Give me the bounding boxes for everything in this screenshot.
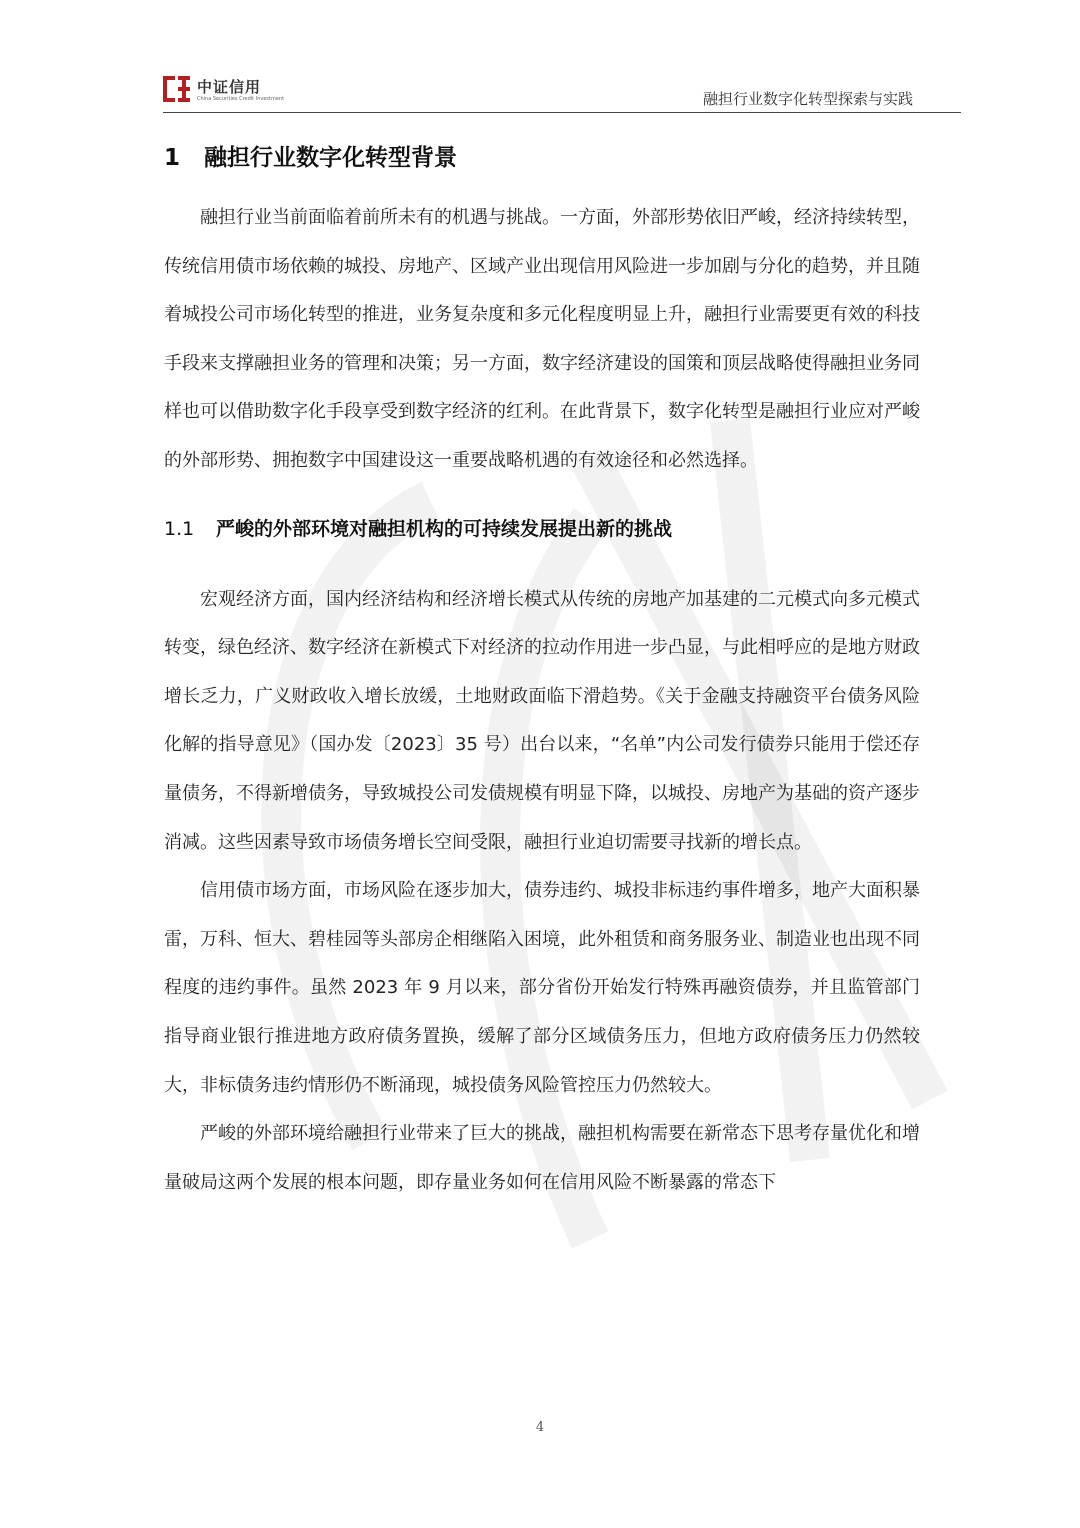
logo-text-en: China Securities Credit Investment [197,96,285,102]
logo-mark-icon [163,74,191,104]
page-number: 4 [535,1420,545,1435]
document-title: 融担行业数字化转型探索与实践 [702,90,913,108]
subsection-heading [164,512,920,546]
section-number: 1 [164,145,181,171]
body-paragraph: 信用债市场方面，市场风险在逐步加大，债券违约、城投非标违约事件增多，地产大面积暴雷，万科、恒大、碧桂园等头部房企相继陷入困境，此外租赁和商务服务业、制造业也出现不同程度的违约事件。虽然 2023 年 9 月以来，部分省份开始发行特殊再融资债券，并且监管部门指导商业银行推进地方政府债务置换，缓解了部分区域债务压力，但地方政府债务压力仍然较大，非标债务违约情形仍不断涌现，城投债务风险管控压力仍然较大。 [164,880,920,1096]
body-paragraph: 宏观经济方面，国内经济结构和经济增长模式从传统的房地产加基建的二元模式向多元模式转变，绿色经济、数字经济在新模式下对经济的拉动作用进一步凸显，与此相呼应的是地方财政增长乏力，广义财政收入增长放缓，土地财政面临下滑趋势。《关于金融支持融资平台债务风险化解的指导意见》（国办发〔2023〕35 号）出台以来，“名单”内公司发行债券只能用于偿还存量债务，不得新增债务，导致城投公司发债规模有明显下降，以城投、房地产为基础的资产逐步消减。这些因素导致市场债务增长空间受限，融担行业迫切需要寻找新的增长点。 [164,588,920,853]
page-content [164,138,920,1207]
section-title: 融担行业数字化转型背景 [204,145,457,171]
page-header [163,60,961,120]
body-paragraph: 严峻的外部环境给融担行业带来了巨大的挑战，融担机构需要在新常态下思考存量优化和增量破局这两个发展的根本问题，即存量业务如何在信用风险不断暴露的常态下 [164,1123,920,1193]
section-heading [164,138,920,178]
section-intro-paragraph: 融担行业当前面临着前所未有的机遇与挑战。一方面，外部形势依旧严峻，经济持续转型，传统信用债市场依赖的城投、房地产、区域产业出现信用风险进一步加剧与分化的趋势，并且随着城投公司市场化转型的推进，业务复杂度和多元化程度明显上升，融担行业需要更有效的科技手段来支撑融担业务的管理和决策；另一方面，数字经济建设的国策和顶层战略使得融担业务同样也可以借助数字化手段享受到数字经济的红利。在此背景下，数字化转型是融担行业应对严峻的外部形势、拥抱数字中国建设这一重要战略机遇的有效途径和必然选择。 [164,207,920,471]
subsection-title: 严峻的外部环境对融担机构的可持续发展提出新的挑战 [216,517,673,540]
logo-text-cn: 中证信用 [197,78,262,96]
header-divider [163,112,961,113]
subsection-number: 1.1 [164,517,195,540]
